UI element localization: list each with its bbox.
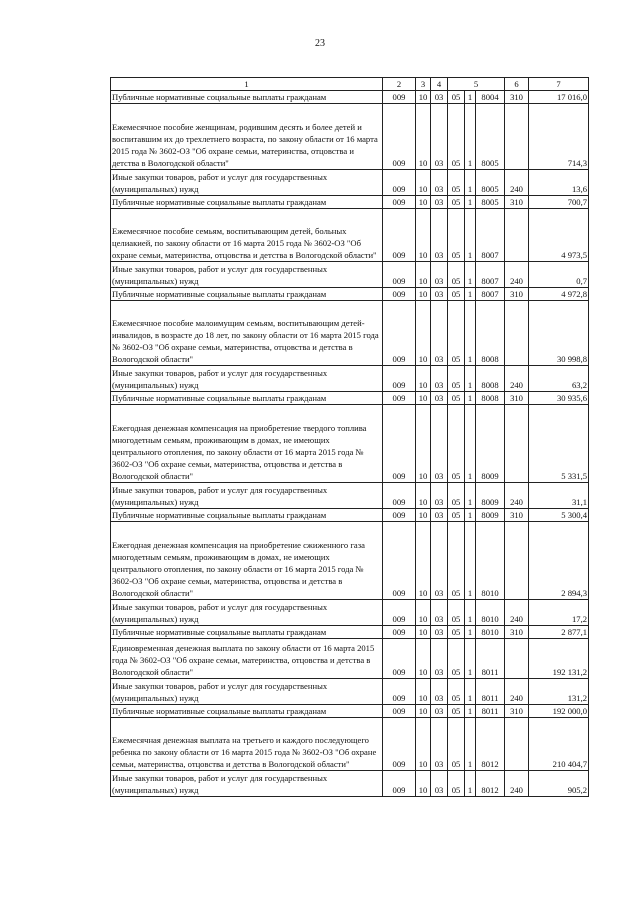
table-row (111, 718, 589, 771)
cell-subprogram: 1 (465, 483, 476, 509)
cell-expense-type (505, 405, 529, 483)
cell-target-code: 8011 (476, 705, 505, 718)
table-row (111, 771, 589, 797)
cell-program: 05 (448, 104, 465, 170)
cell-section: 10 (416, 600, 431, 626)
cell-subprogram: 1 (465, 626, 476, 639)
cell-subprogram: 1 (465, 522, 476, 600)
cell-amount: 192 000,0 (529, 705, 589, 718)
cell-section: 10 (416, 288, 431, 301)
cell-section: 10 (416, 626, 431, 639)
cell-amount: 17,2 (529, 600, 589, 626)
cell-subprogram: 1 (465, 718, 476, 771)
table-row (111, 626, 589, 639)
cell-ministry-code: 009 (383, 483, 416, 509)
cell-program: 05 (448, 366, 465, 392)
cell-program: 05 (448, 288, 465, 301)
cell-amount: 192 131,2 (529, 639, 589, 679)
table-row (111, 679, 589, 705)
cell-subsection: 03 (431, 366, 448, 392)
row-description: Иные закупки товаров, работ и услуг для государственных (муниципальных) нужд (111, 679, 383, 705)
cell-ministry-code: 009 (383, 392, 416, 405)
cell-expense-type: 240 (505, 771, 529, 797)
cell-ministry-code: 009 (383, 209, 416, 262)
cell-subprogram: 1 (465, 509, 476, 522)
cell-subprogram: 1 (465, 91, 476, 104)
table-body (111, 91, 589, 797)
table-row (111, 170, 589, 196)
row-description: Иные закупки товаров, работ и услуг для государственных (муниципальных) нужд (111, 262, 383, 288)
cell-section: 10 (416, 718, 431, 771)
cell-subsection: 03 (431, 522, 448, 600)
cell-expense-type: 240 (505, 483, 529, 509)
row-description: Публичные нормативные социальные выплаты гражданам (111, 626, 383, 639)
cell-section: 10 (416, 705, 431, 718)
cell-expense-type (505, 718, 529, 771)
cell-subsection: 03 (431, 718, 448, 771)
cell-program: 05 (448, 209, 465, 262)
cell-program: 05 (448, 522, 465, 600)
row-description: Иные закупки товаров, работ и услуг для государственных (муниципальных) нужд (111, 600, 383, 626)
cell-section: 10 (416, 366, 431, 392)
cell-program: 05 (448, 483, 465, 509)
cell-amount: 17 016,0 (529, 91, 589, 104)
cell-ministry-code: 009 (383, 626, 416, 639)
cell-subsection: 03 (431, 104, 448, 170)
cell-subprogram: 1 (465, 104, 476, 170)
row-description: Ежемесячное пособие женщинам, родившим десять и более детей и воспитавшим их до трехлетнего возраста, по закону области от 16 марта 2015 года № 3602-ОЗ "Об охране семьи, материнства, отцовства и детства в Вологодской области" (111, 104, 383, 170)
cell-subprogram: 1 (465, 679, 476, 705)
cell-amount: 5 300,4 (529, 509, 589, 522)
cell-target-code: 8007 (476, 209, 505, 262)
cell-subsection: 03 (431, 262, 448, 288)
cell-amount: 4 973,5 (529, 209, 589, 262)
row-description: Публичные нормативные социальные выплаты гражданам (111, 509, 383, 522)
cell-ministry-code: 009 (383, 301, 416, 366)
cell-section: 10 (416, 91, 431, 104)
header-col-1: 1 (111, 78, 383, 91)
cell-ministry-code: 009 (383, 366, 416, 392)
cell-subsection: 03 (431, 405, 448, 483)
table-row (111, 522, 589, 600)
cell-ministry-code: 009 (383, 196, 416, 209)
table-row (111, 104, 589, 170)
cell-amount: 30 935,6 (529, 392, 589, 405)
cell-program: 05 (448, 705, 465, 718)
cell-ministry-code: 009 (383, 170, 416, 196)
row-description: Публичные нормативные социальные выплаты гражданам (111, 288, 383, 301)
cell-target-code: 8010 (476, 600, 505, 626)
cell-section: 10 (416, 262, 431, 288)
cell-amount: 13,6 (529, 170, 589, 196)
cell-subprogram: 1 (465, 209, 476, 262)
cell-amount: 2 894,3 (529, 522, 589, 600)
cell-target-code: 8005 (476, 104, 505, 170)
row-description: Единовременная денежная выплата по закону области от 16 марта 2015 года № 3602-ОЗ "Об охране семьи, материнства, отцовства и детства в Вологодской области" (111, 639, 383, 679)
cell-subprogram: 1 (465, 405, 476, 483)
table-row (111, 301, 589, 366)
cell-target-code: 8008 (476, 366, 505, 392)
header-col-4: 4 (431, 78, 448, 91)
cell-subprogram: 1 (465, 392, 476, 405)
cell-amount: 714,3 (529, 104, 589, 170)
cell-expense-type (505, 104, 529, 170)
cell-amount: 210 404,7 (529, 718, 589, 771)
cell-program: 05 (448, 405, 465, 483)
row-description: Иные закупки товаров, работ и услуг для государственных (муниципальных) нужд (111, 170, 383, 196)
cell-ministry-code: 009 (383, 771, 416, 797)
cell-subsection: 03 (431, 509, 448, 522)
cell-target-code: 8007 (476, 262, 505, 288)
row-description: Ежегодная денежная компенсация на приобретение сжиженного газа многодетным семьям, проживающим в домах, не имеющих центрального отопления, по закону области от 16 марта 2015 года № 3602-ОЗ "Об охране семьи, материнства, отцовства и детства в Вологодской области" (111, 522, 383, 600)
cell-program: 05 (448, 301, 465, 366)
cell-amount: 131,2 (529, 679, 589, 705)
cell-subprogram: 1 (465, 288, 476, 301)
cell-subsection: 03 (431, 91, 448, 104)
cell-program: 05 (448, 262, 465, 288)
cell-target-code: 8008 (476, 301, 505, 366)
cell-expense-type: 310 (505, 288, 529, 301)
cell-ministry-code: 009 (383, 288, 416, 301)
cell-ministry-code: 009 (383, 509, 416, 522)
cell-expense-type: 310 (505, 91, 529, 104)
cell-subsection: 03 (431, 600, 448, 626)
table-header-row (111, 78, 589, 91)
cell-ministry-code: 009 (383, 522, 416, 600)
cell-subsection: 03 (431, 639, 448, 679)
cell-target-code: 8009 (476, 405, 505, 483)
cell-target-code: 8010 (476, 522, 505, 600)
cell-amount: 30 998,8 (529, 301, 589, 366)
cell-program: 05 (448, 91, 465, 104)
table-row (111, 509, 589, 522)
cell-target-code: 8009 (476, 509, 505, 522)
cell-amount: 905,2 (529, 771, 589, 797)
cell-ministry-code: 009 (383, 718, 416, 771)
table-row (111, 366, 589, 392)
cell-subsection: 03 (431, 771, 448, 797)
table-row (111, 196, 589, 209)
cell-target-code: 8008 (476, 392, 505, 405)
cell-target-code: 8011 (476, 639, 505, 679)
cell-subsection: 03 (431, 288, 448, 301)
cell-ministry-code: 009 (383, 705, 416, 718)
cell-expense-type: 240 (505, 366, 529, 392)
row-description: Ежемесячное пособие малоимущим семьям, воспитывающим детей-инвалидов, в возрасте до 18 лет, по закону области от 16 марта 2015 года № 3602-ОЗ "Об охране семьи, материнства, отцовства и детства в Вологодской области" (111, 301, 383, 366)
cell-ministry-code: 009 (383, 104, 416, 170)
cell-subprogram: 1 (465, 705, 476, 718)
row-description: Публичные нормативные социальные выплаты гражданам (111, 196, 383, 209)
cell-program: 05 (448, 170, 465, 196)
row-description: Публичные нормативные социальные выплаты гражданам (111, 392, 383, 405)
cell-subprogram: 1 (465, 301, 476, 366)
cell-ministry-code: 009 (383, 679, 416, 705)
cell-section: 10 (416, 196, 431, 209)
cell-target-code: 8005 (476, 170, 505, 196)
cell-expense-type: 240 (505, 679, 529, 705)
table-row (111, 392, 589, 405)
row-description: Иные закупки товаров, работ и услуг для государственных (муниципальных) нужд (111, 483, 383, 509)
cell-subsection: 03 (431, 196, 448, 209)
cell-section: 10 (416, 392, 431, 405)
row-description: Публичные нормативные социальные выплаты гражданам (111, 91, 383, 104)
header-col-2: 2 (383, 78, 416, 91)
cell-section: 10 (416, 301, 431, 366)
header-col-7: 7 (529, 78, 589, 91)
cell-expense-type (505, 301, 529, 366)
cell-section: 10 (416, 679, 431, 705)
table-row (111, 262, 589, 288)
cell-target-code: 8012 (476, 718, 505, 771)
cell-subprogram: 1 (465, 639, 476, 679)
row-description: Ежемесячное пособие семьям, воспитывающим детей, больных целиакией, по закону области от 16 марта 2015 года № 3602-ОЗ "Об охране семьи, материнства, отцовства и детства в Вологодской области" (111, 209, 383, 262)
row-description: Иные закупки товаров, работ и услуг для государственных (муниципальных) нужд (111, 366, 383, 392)
cell-ministry-code: 009 (383, 405, 416, 483)
cell-program: 05 (448, 626, 465, 639)
cell-section: 10 (416, 104, 431, 170)
cell-amount: 0,7 (529, 262, 589, 288)
cell-expense-type: 310 (505, 392, 529, 405)
cell-target-code: 8005 (476, 196, 505, 209)
cell-program: 05 (448, 639, 465, 679)
cell-program: 05 (448, 600, 465, 626)
cell-program: 05 (448, 771, 465, 797)
cell-program: 05 (448, 196, 465, 209)
cell-subsection: 03 (431, 301, 448, 366)
cell-expense-type: 240 (505, 600, 529, 626)
cell-expense-type: 310 (505, 626, 529, 639)
cell-expense-type: 310 (505, 196, 529, 209)
cell-subprogram: 1 (465, 771, 476, 797)
cell-section: 10 (416, 522, 431, 600)
cell-section: 10 (416, 170, 431, 196)
header-col-3: 3 (416, 78, 431, 91)
cell-subprogram: 1 (465, 262, 476, 288)
cell-amount: 31,1 (529, 483, 589, 509)
cell-program: 05 (448, 679, 465, 705)
cell-subsection: 03 (431, 705, 448, 718)
row-description: Ежегодная денежная компенсация на приобретение твердого топлива многодетным семьям, проживающим в домах, не имеющих центрального отопления, по закону области от 16 марта 2015 года № 3602-ОЗ "Об охране семьи, материнства, отцовства и детства в Вологодской области" (111, 405, 383, 483)
table-row (111, 705, 589, 718)
table-row (111, 405, 589, 483)
table-row (111, 209, 589, 262)
cell-subsection: 03 (431, 679, 448, 705)
cell-program: 05 (448, 509, 465, 522)
cell-expense-type: 240 (505, 170, 529, 196)
row-description: Иные закупки товаров, работ и услуг для государственных (муниципальных) нужд (111, 771, 383, 797)
cell-expense-type: 310 (505, 705, 529, 718)
cell-subprogram: 1 (465, 170, 476, 196)
cell-section: 10 (416, 771, 431, 797)
cell-subsection: 03 (431, 392, 448, 405)
table-row (111, 600, 589, 626)
cell-section: 10 (416, 405, 431, 483)
cell-section: 10 (416, 209, 431, 262)
cell-subsection: 03 (431, 626, 448, 639)
cell-subprogram: 1 (465, 366, 476, 392)
cell-target-code: 8009 (476, 483, 505, 509)
cell-amount: 4 972,8 (529, 288, 589, 301)
cell-ministry-code: 009 (383, 639, 416, 679)
cell-expense-type (505, 522, 529, 600)
cell-target-code: 8012 (476, 771, 505, 797)
cell-amount: 63,2 (529, 366, 589, 392)
cell-ministry-code: 009 (383, 262, 416, 288)
row-description: Ежемесячная денежная выплата на третьего и каждого последующего ребенка по закону области от 16 марта 2015 года № 3602-ОЗ "Об охране семьи, материнства, отцовства и детства в Вологодской области" (111, 718, 383, 771)
cell-ministry-code: 009 (383, 600, 416, 626)
cell-section: 10 (416, 639, 431, 679)
cell-ministry-code: 009 (383, 91, 416, 104)
table-row (111, 483, 589, 509)
cell-subprogram: 1 (465, 196, 476, 209)
cell-expense-type: 240 (505, 262, 529, 288)
table-row (111, 91, 589, 104)
cell-amount: 2 877,1 (529, 626, 589, 639)
table-row (111, 639, 589, 679)
budget-table (110, 77, 589, 797)
cell-expense-type (505, 639, 529, 679)
cell-program: 05 (448, 392, 465, 405)
page-number: 23 (315, 38, 325, 49)
cell-section: 10 (416, 509, 431, 522)
header-col-5: 5 (448, 78, 505, 91)
header-col-6: 6 (505, 78, 529, 91)
cell-target-code: 8010 (476, 626, 505, 639)
cell-subsection: 03 (431, 170, 448, 196)
cell-subprogram: 1 (465, 600, 476, 626)
cell-amount: 700,7 (529, 196, 589, 209)
cell-subsection: 03 (431, 209, 448, 262)
cell-target-code: 8011 (476, 679, 505, 705)
cell-target-code: 8007 (476, 288, 505, 301)
cell-section: 10 (416, 483, 431, 509)
row-description: Публичные нормативные социальные выплаты гражданам (111, 705, 383, 718)
cell-expense-type: 310 (505, 509, 529, 522)
cell-target-code: 8004 (476, 91, 505, 104)
cell-subsection: 03 (431, 483, 448, 509)
cell-program: 05 (448, 718, 465, 771)
table-row (111, 288, 589, 301)
cell-expense-type (505, 209, 529, 262)
cell-amount: 5 331,5 (529, 405, 589, 483)
